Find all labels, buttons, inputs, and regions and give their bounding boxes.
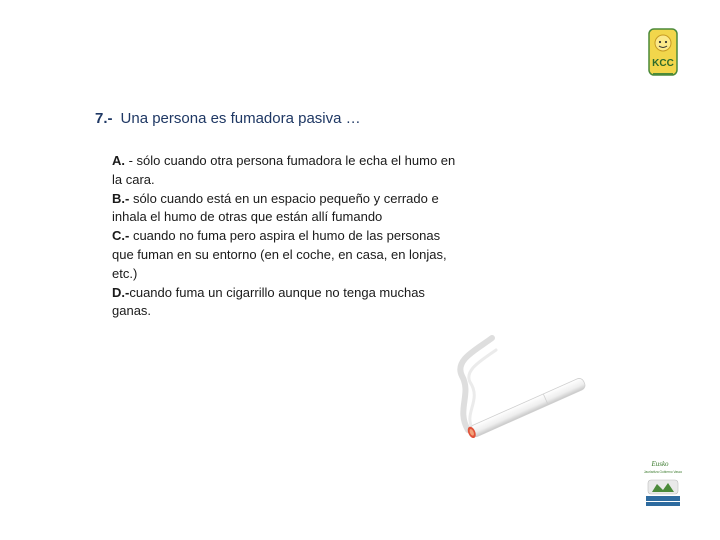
gov-logo-script: Eusko xyxy=(651,460,669,468)
answer-text: cuando no fuma pero aspira el humo de las personas que fuman en su entorno (en el coche, en casa, en lonjas, etc.) xyxy=(112,228,447,281)
answer-letter: B.- xyxy=(112,190,130,206)
cigarette-image xyxy=(452,330,592,445)
answer-letter: D.- xyxy=(112,284,130,300)
gobierno-vasco-logo xyxy=(638,458,688,510)
gov-logo-caption: Jaurlaritza Gobierno Vasco xyxy=(643,470,683,474)
answer-list xyxy=(112,152,457,321)
smoke-icon xyxy=(460,338,492,430)
answer-d xyxy=(112,284,457,322)
kcc-logo-text: KCC xyxy=(652,58,674,69)
answer-text: sólo cuando está en un espacio pequeño y cerrado e inhala el humo de otras que están allí fumando xyxy=(112,190,439,225)
answer-b xyxy=(112,190,457,228)
question-text: Una persona es fumadora pasiva … xyxy=(120,110,361,127)
question-number: 7.- xyxy=(95,110,113,127)
answer-letter: A. xyxy=(112,153,125,168)
answer-a xyxy=(112,152,457,190)
kcc-logo xyxy=(648,28,678,78)
answer-c xyxy=(112,227,457,283)
question-title xyxy=(95,110,361,127)
answer-letter: C.- xyxy=(112,228,130,244)
answer-text: cuando fuma un cigarrillo aunque no tenga muchas ganas. xyxy=(112,284,425,319)
answer-text: - sólo cuando otra persona fumadora le echa el humo en la cara. xyxy=(112,153,456,187)
